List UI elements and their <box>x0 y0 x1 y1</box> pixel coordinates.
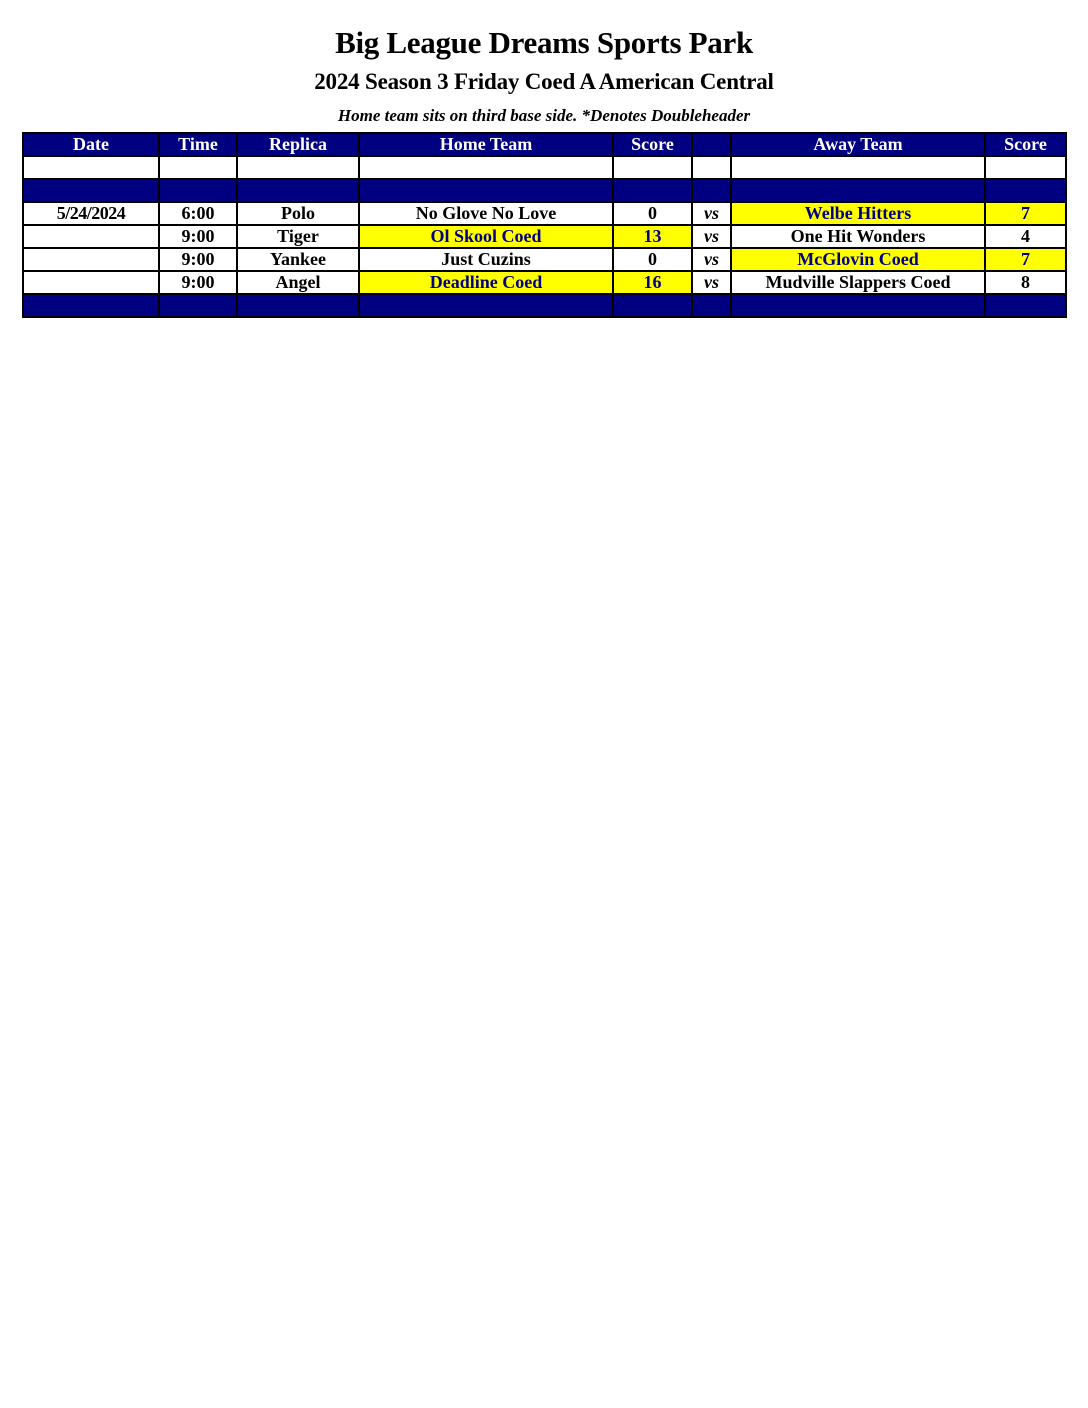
band-cell <box>731 294 985 317</box>
col-header-home-team: Home Team <box>359 133 613 156</box>
band-cell <box>731 179 985 202</box>
game-row <box>23 202 1066 225</box>
game-row <box>23 271 1066 294</box>
band-cell <box>692 179 731 202</box>
col-header-away-score: Score <box>985 133 1066 156</box>
game-time: 9:00 <box>159 248 237 271</box>
band-cell <box>23 179 159 202</box>
band-cell <box>159 179 237 202</box>
band-cell <box>985 179 1066 202</box>
game-replica: Polo <box>237 202 359 225</box>
empty-cell <box>613 156 692 179</box>
away-score: 7 <box>985 202 1066 225</box>
home-team: Ol Skool Coed <box>359 225 613 248</box>
col-header-time: Time <box>159 133 237 156</box>
header-row <box>23 133 1066 156</box>
away-score: 7 <box>985 248 1066 271</box>
home-score: 16 <box>613 271 692 294</box>
empty-cell <box>237 156 359 179</box>
vs-label: vs <box>692 248 731 271</box>
game-time: 9:00 <box>159 271 237 294</box>
game-row <box>23 225 1066 248</box>
schedule-note: Home team sits on third base side. *Denotes Doubleheader <box>337 106 751 125</box>
empty-cell <box>985 156 1066 179</box>
game-replica: Yankee <box>237 248 359 271</box>
game-row <box>23 248 1066 271</box>
empty-cell <box>692 156 731 179</box>
col-header-date: Date <box>23 133 159 156</box>
away-team: One Hit Wonders <box>731 225 985 248</box>
home-score: 0 <box>613 248 692 271</box>
home-score: 13 <box>613 225 692 248</box>
home-team: Just Cuzins <box>359 248 613 271</box>
blank-row <box>23 156 1066 179</box>
separator-row <box>23 179 1066 202</box>
vs-label: vs <box>692 202 731 225</box>
band-cell <box>23 294 159 317</box>
empty-cell <box>359 156 613 179</box>
game-date <box>23 271 159 294</box>
home-team: Deadline Coed <box>359 271 613 294</box>
schedule-table <box>22 132 1067 318</box>
game-replica: Angel <box>237 271 359 294</box>
game-date: 5/24/2024 <box>23 202 159 225</box>
band-cell <box>692 294 731 317</box>
game-date <box>23 225 159 248</box>
separator-row <box>23 294 1066 317</box>
away-score: 8 <box>985 271 1066 294</box>
band-cell <box>237 294 359 317</box>
game-date <box>23 248 159 271</box>
page-subtitle: 2024 Season 3 Friday Coed A American Central <box>314 69 774 94</box>
band-cell <box>237 179 359 202</box>
empty-cell <box>23 156 159 179</box>
col-header-replica: Replica <box>237 133 359 156</box>
home-score: 0 <box>613 202 692 225</box>
col-header-home-score: Score <box>613 133 692 156</box>
empty-cell <box>731 156 985 179</box>
away-score: 4 <box>985 225 1066 248</box>
band-cell <box>613 294 692 317</box>
away-team: McGlovin Coed <box>731 248 985 271</box>
vs-label: vs <box>692 271 731 294</box>
col-header-away-team: Away Team <box>731 133 985 156</box>
home-team: No Glove No Love <box>359 202 613 225</box>
vs-label: vs <box>692 225 731 248</box>
game-time: 9:00 <box>159 225 237 248</box>
away-team: Welbe Hitters <box>731 202 985 225</box>
away-team: Mudville Slappers Coed <box>731 271 985 294</box>
band-cell <box>359 294 613 317</box>
game-replica: Tiger <box>237 225 359 248</box>
band-cell <box>613 179 692 202</box>
empty-cell <box>159 156 237 179</box>
band-cell <box>985 294 1066 317</box>
page-title: Big League Dreams Sports Park <box>335 25 753 60</box>
game-time: 6:00 <box>159 202 237 225</box>
col-header-vs <box>692 133 731 156</box>
band-cell <box>359 179 613 202</box>
band-cell <box>159 294 237 317</box>
